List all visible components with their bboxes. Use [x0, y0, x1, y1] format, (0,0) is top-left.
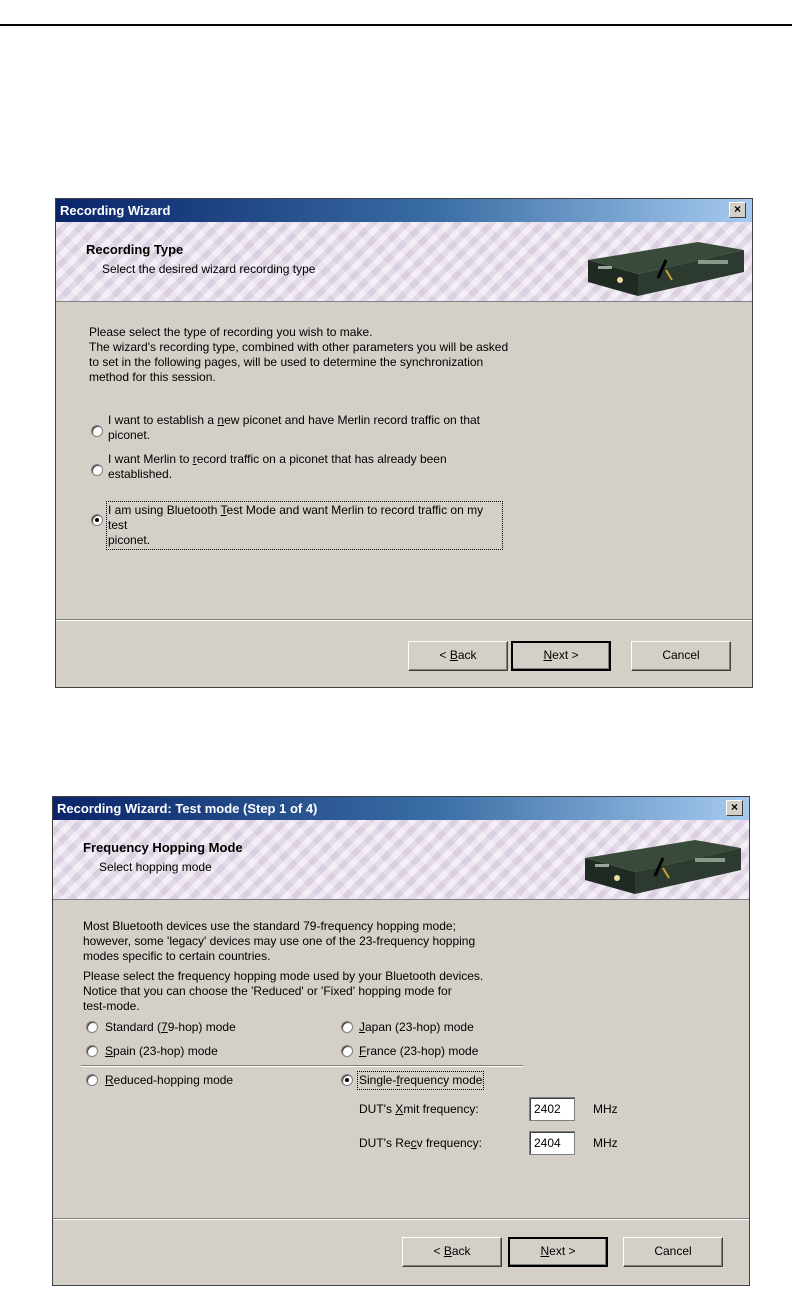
intro-line: method for this session.: [89, 370, 216, 384]
dialog-title: Recording Wizard: [60, 203, 171, 218]
header-title: Frequency Hopping Mode: [83, 840, 243, 855]
intro-line: Please select the type of recording you wish to make.: [89, 325, 373, 339]
close-button[interactable]: ×: [726, 800, 743, 816]
dialog-titlebar[interactable]: [56, 199, 752, 222]
xmit-unit-label: MHz: [593, 1102, 618, 1116]
japan-mode-label[interactable]: Japan (23-hop) mode: [359, 1020, 474, 1034]
analyzer-device-icon: [575, 828, 743, 896]
mode-group-separator: [81, 1065, 523, 1067]
intro-line: The wizard's recording type, combined with other parameters you will be asked: [89, 340, 509, 354]
spain-mode-label[interactable]: Spain (23-hop) mode: [105, 1044, 218, 1058]
option-existing-piconet-label[interactable]: I want Merlin to record traffic on a piconet that has already been established.: [108, 452, 447, 481]
option-new-piconet-label[interactable]: I want to establish a new piconet and have Merlin record traffic on that piconet.: [108, 413, 481, 442]
standard-mode-label[interactable]: Standard (79-hop) mode: [105, 1020, 236, 1034]
header-subtitle: Select hopping mode: [99, 860, 212, 874]
recv-frequency-label: DUT's Recv frequency:: [359, 1136, 483, 1150]
reduced-mode-label[interactable]: Reduced-hopping mode: [105, 1073, 234, 1087]
header-title: Recording Type: [86, 242, 184, 257]
header-subtitle: Select the desired wizard recording type: [102, 262, 316, 276]
instruction-text: [83, 969, 483, 1014]
radio-standard-mode[interactable]: [86, 1021, 98, 1033]
instruction-line: Please select the frequency hopping mode used by your Bluetooth devices.: [83, 969, 484, 983]
radio-new-piconet[interactable]: [91, 425, 103, 437]
radio-japan-mode[interactable]: [341, 1021, 353, 1033]
intro-text: [89, 325, 508, 385]
analyzer-device-icon: [578, 230, 746, 298]
option-test-mode-label[interactable]: I am using Bluetooth Test Mode and want Merlin to record traffic on my test piconet.: [108, 503, 501, 548]
recv-unit-label: MHz: [593, 1136, 618, 1150]
radio-france-mode[interactable]: [341, 1045, 353, 1057]
intro-line: modes specific to certain countries.: [83, 949, 271, 963]
button-separator: [53, 1218, 749, 1220]
instruction-line: Notice that you can choose the 'Reduced' or 'Fixed' hopping mode for: [83, 984, 452, 998]
xmit-frequency-input[interactable]: 2402: [529, 1097, 575, 1121]
intro-line: however, some 'legacy' devices may use one of the 23-frequency hopping: [83, 934, 476, 948]
xmit-frequency-label: DUT's Xmit frequency:: [359, 1102, 479, 1116]
cancel-button[interactable]: Cancel: [631, 641, 731, 671]
intro-line: to set in the following pages, will be used to determine the synchronization: [89, 355, 484, 369]
close-button[interactable]: ×: [729, 202, 746, 218]
next-button[interactable]: Next >: [511, 641, 611, 671]
test-mode-wizard-dialog: [52, 796, 750, 1286]
single-frequency-mode-label[interactable]: Single-frequency mode: [359, 1073, 483, 1087]
wizard-header: [56, 222, 752, 302]
dialog-titlebar[interactable]: [53, 797, 749, 820]
intro-line: Most Bluetooth devices use the standard 79-frequency hopping mode;: [83, 919, 456, 933]
recording-wizard-dialog: [55, 198, 753, 688]
radio-test-mode[interactable]: [91, 514, 103, 526]
instruction-line: test-mode.: [83, 999, 140, 1013]
intro-text: [83, 919, 475, 964]
back-button[interactable]: < Back: [402, 1237, 502, 1267]
cancel-button[interactable]: Cancel: [623, 1237, 723, 1267]
radio-reduced-mode[interactable]: [86, 1074, 98, 1086]
recv-frequency-input[interactable]: 2404: [529, 1131, 575, 1155]
france-mode-label[interactable]: France (23-hop) mode: [359, 1044, 479, 1058]
next-button[interactable]: Next >: [508, 1237, 608, 1267]
radio-spain-mode[interactable]: [86, 1045, 98, 1057]
radio-existing-piconet[interactable]: [91, 464, 103, 476]
radio-single-frequency-mode[interactable]: [341, 1074, 353, 1086]
page-top-rule: [0, 24, 792, 26]
wizard-header: [53, 820, 749, 900]
dialog-title: Recording Wizard: Test mode (Step 1 of 4): [57, 801, 318, 816]
back-button[interactable]: < Back: [408, 641, 508, 671]
button-separator: [56, 619, 752, 621]
